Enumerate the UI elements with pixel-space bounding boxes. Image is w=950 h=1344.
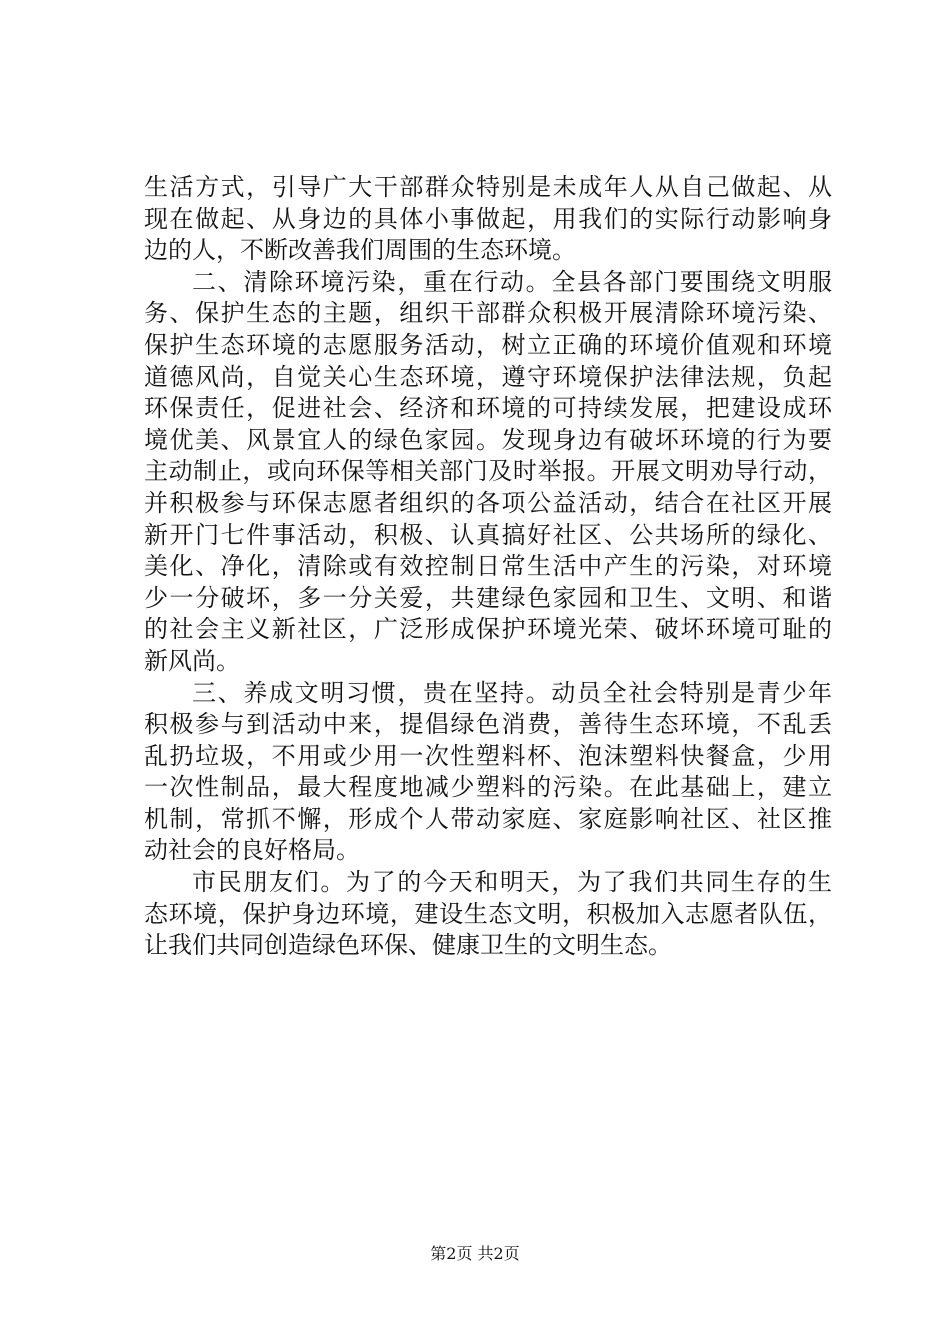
text-line: 态环境，保护身边环境，建设生态文明，积极加入志愿者队伍， <box>144 899 832 928</box>
text-line: 现在做起、从身边的具体小事做起，用我们的实际行动影响身 <box>144 204 832 233</box>
text-line: 保护生态环境的志愿服务活动，树立正确的环境价值观和环境 <box>144 330 832 359</box>
text-line: 动社会的良好格局。 <box>144 836 360 865</box>
text-line: 新开门七件事活动，积极、认真搞好社区、公共场所的绿化、 <box>144 520 832 549</box>
text-line: 境优美、风景宜人的绿色家园。发现身边有破坏环境的行为要 <box>144 425 832 454</box>
text-line: 乱扔垃圾，不用或少用一次性塑料杯、泡沫塑料快餐盒，少用 <box>144 741 832 770</box>
text-line: 的社会主义新社区，广泛形成保护环境光荣、破坏环境可耻的 <box>144 615 832 644</box>
text-line: 让我们共同创造绿色环保、健康卫生的文明生态。 <box>144 931 672 960</box>
text-line: 新风尚。 <box>144 646 240 675</box>
text-line: 美化、净化，清除或有效控制日常生活中产生的污染，对环境 <box>144 552 832 581</box>
text-line: 市民朋友们。为了的今天和明天，为了我们共同生存的生 <box>192 868 832 897</box>
text-line: 二、清除环境污染，重在行动。全县各部门要围绕文明服 <box>192 267 832 296</box>
text-line: 并积极参与环保志愿者组织的各项公益活动，结合在社区开展 <box>144 488 832 517</box>
text-line: 积极参与到活动中来，提倡绿色消费，善待生态环境，不乱丢 <box>144 710 832 739</box>
text-line: 务、保护生态的主题，组织干部群众积极开展清除环境污染、 <box>144 299 832 328</box>
text-line: 道德风尚，自觉关心生态环境，遵守环境保护法律法规，负起 <box>144 362 832 391</box>
text-line: 一次性制品，最大程度地减少塑料的污染。在此基础上，建立 <box>144 773 832 802</box>
text-line: 机制，常抓不懈，形成个人带动家庭、家庭影响社区、社区推 <box>144 804 832 833</box>
text-line: 少一分破坏，多一分关爱，共建绿色家园和卫生、文明、和谐 <box>144 583 832 612</box>
text-line: 主动制止，或向环保等相关部门及时举报。开展文明劝导行动， <box>144 457 832 486</box>
text-line: 环保责任，促进社会、经济和环境的可持续发展，把建设成环 <box>144 394 832 423</box>
text-line: 三、养成文明习惯，贵在坚持。动员全社会特别是青少年 <box>192 678 832 707</box>
page-footer <box>0 1244 950 1264</box>
page-number-label: 第2页 共2页 <box>430 1244 520 1263</box>
text-line: 边的人，不断改善我们周围的生态环境。 <box>144 236 576 265</box>
document-body <box>144 172 832 962</box>
text-line: 生活方式，引导广大干部群众特别是未成年人从自己做起、从 <box>144 173 832 201</box>
